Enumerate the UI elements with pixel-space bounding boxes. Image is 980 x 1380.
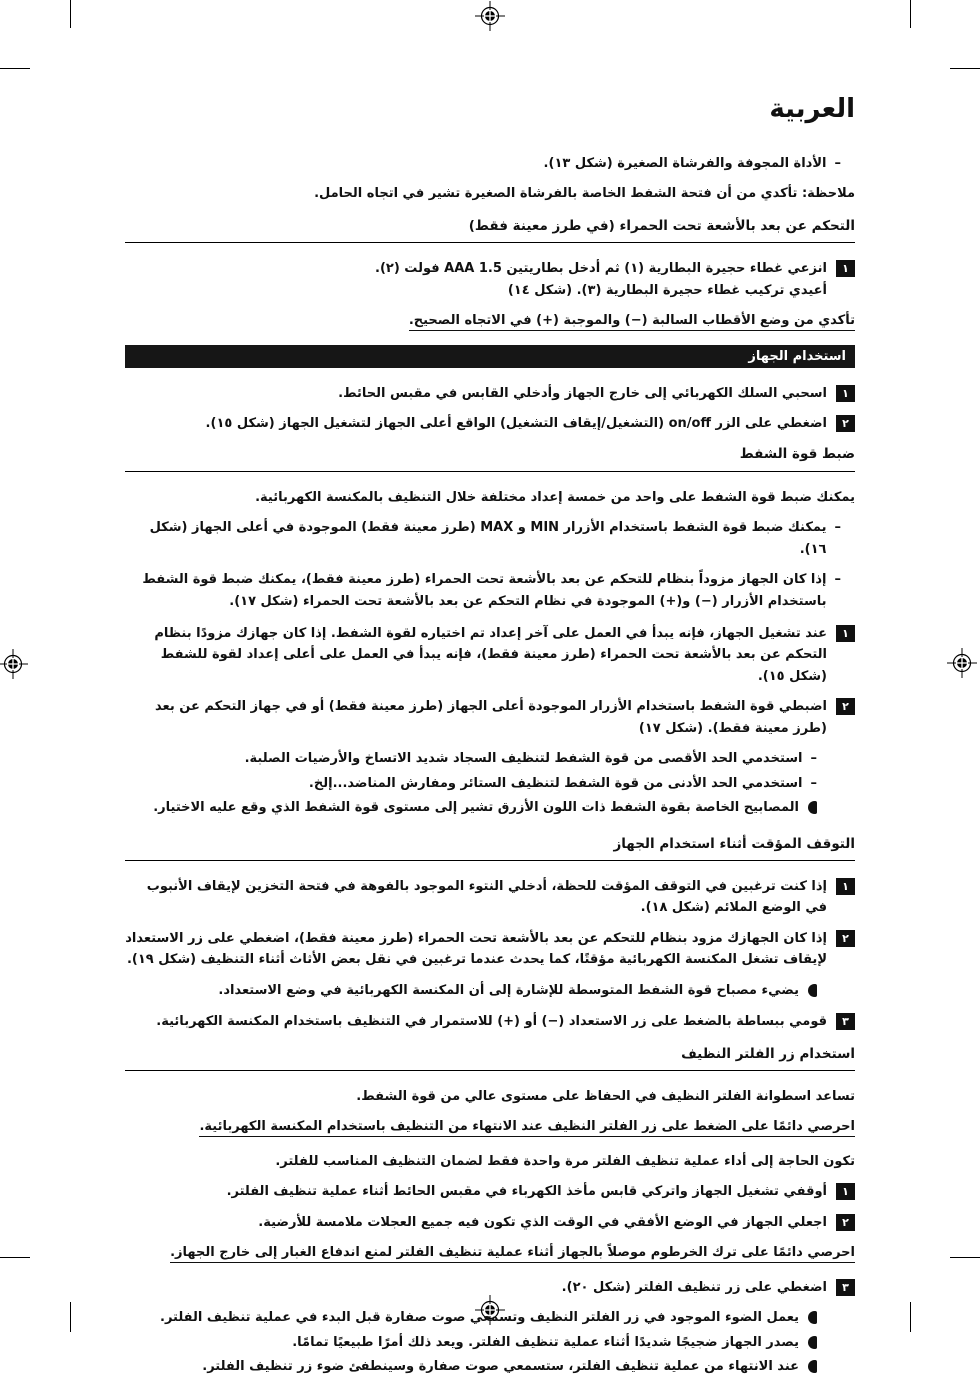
bullet-item: [125, 1356, 817, 1377]
page-content: [125, 0, 855, 1380]
bullet-text: يضيء مصباح قوة الشفط المتوسطة للإشارة إلى أن المكنسة الكهربائية في وضع الاستعداد.: [218, 982, 799, 998]
list-item-text: الأداة المجوفة والفرشاة الصغيرة (شكل ١٣).: [543, 155, 827, 171]
list-item: [125, 748, 817, 769]
dash-marker: –: [834, 520, 841, 536]
list-item: [125, 153, 841, 174]
list-item-text: استخدمي الحد الأقصى من قوة الشفط لتنظيف السجاد شديد الاتساخ والأرضيات الصلبة.: [244, 751, 803, 767]
step-line: أعيدي تركيب غطاء حجيرة البطارية (٣). (شكل ١٤): [507, 282, 827, 298]
section-title: التحكم عن بعد بالأشعة تحت الحمراء (في طرز معينة فقط): [468, 217, 855, 234]
step-number-badge: ٣: [836, 1013, 855, 1030]
warning-text: [125, 1242, 855, 1263]
list-item-text: يمكنك ضبط قوة الشفط باستخدام الأزرار MIN و MAX (طرز معينة فقط) الموجودة في أعلى الجهاز (شكل ١٦).: [149, 520, 827, 557]
paragraph: يمكنك ضبط قوة الشفط على واحد من خمسة إعداد مختلفة خلال التنظيف بالمكنسة الكهربائية.: [255, 489, 855, 505]
step-number-badge: ١: [836, 385, 855, 402]
step-text: قومي ببساطة بالضغط على زر الاستعداد (−) أو (+) للاستمرار في التنظيف باستخدام المكنسة الكهربائية.: [156, 1014, 827, 1030]
list-item: [125, 517, 841, 560]
step: [125, 876, 855, 919]
section-header-suction: [125, 443, 855, 471]
step: [125, 383, 855, 404]
step: [125, 1181, 855, 1202]
step-text: إذا كان الجهازك مزود بنظام للتحكم عن بعد بالأشعة تحت الحمراء (طرز معينة فقط)، اضغطي على زر الاستعداد لإيقاف تشغل المكنسة الكهربائية مؤقتًا، كما يحدث عندما ترغبين في نقل بعض الأثاث أثناء التنظيف (شكل ١٩).: [125, 930, 827, 968]
step-number-badge: ١: [836, 260, 855, 277]
step-text: أوقفي تشغيل الجهاز واتركي قابس مأخذ الكهرباء في مقبس الحائط أثناء عملية تنظيف الفلتر.: [226, 1184, 827, 1200]
section-title: التوقف المؤقت أثناء استخدام الجهاز: [613, 835, 855, 852]
dash-marker: –: [810, 775, 817, 791]
paragraph: تكون الحاجة إلى أداء عملية تنظيف الفلتر مرة واحدة فقط لضمان التنظيف المناسب للفلتر.: [275, 1153, 855, 1169]
list-item: [125, 569, 841, 612]
step: [125, 258, 855, 301]
bullet-text: يعمل الضوء الموجود في زر الفلتر النظيف وتسمعي صوت صفارة قبل البدء في عملية تنظيف الفلتر.: [160, 1310, 799, 1326]
crop-mark: [910, 1302, 911, 1332]
underlined-text: تأكدي من وضع الأقطاب السالبة (−) والموجبة (+) في الاتجاه الصحيح.: [409, 313, 855, 331]
crop-mark: [70, 0, 71, 28]
step-text: إذا كنت ترغبين في التوقف المؤقت للحظة، أدخلي النتوء الموجود بالفوهة في فتحة التخزين لإيقاف الأنبوب في الوضع الملائم (شكل ١٨).: [146, 878, 827, 916]
bullet-text: عند الانتهاء من عملية تنظيف الفلتر، ستسمعي صوت صفارة وسينطفئ ضوء زر تنظيف الفلتر.: [202, 1358, 799, 1374]
bullet-icon: [808, 1360, 817, 1373]
registration-mark: [0, 649, 28, 679]
list-item-text: إذا كان الجهاز مزوداً بنظام للتحكم عن بعد بالأشعة تحت الحمراء (طرز معينة فقط)، يمكنك ضبط قوة الشفط باستخدام الأزرار (−) و(+) الموجودة في نظام التحكم عن بعد بالأشعة تحت الحمراء (شكل ١٧).: [142, 572, 827, 609]
bullet-text: يصدر الجهاز ضجيجًا شديدًا أثناء عملية تنظيف الفلتر. ويعد ذلك أمرًا طبيعيًا تمامًا.: [292, 1334, 799, 1350]
step: [125, 1212, 855, 1233]
step-number-badge: ١: [836, 625, 855, 642]
step-text: اضغطي على زر تنظيف الفلتر (شكل ٢٠).: [561, 1279, 827, 1295]
step: [125, 1011, 855, 1032]
step-text: عند تشغيل الجهاز، فإنه يبدأ في العمل على آخر إعداد تم اختياره لقوة الشفط. إذا كان جهازك مزودًا بنظام التحكم عن بعد بالأشعة تحت الحمراء (طرز معينة فقط)، فإنه يبدأ في العمل على أعلى إعداد لقوة للشفط (شكل ١٥).: [154, 626, 827, 684]
bullet-icon: [808, 1336, 817, 1349]
crop-mark: [910, 0, 911, 28]
section-title: ضبط قوة الشفط: [739, 446, 855, 463]
list-item-text: استخدمي الحد الأدنى من قوة الشفط لتنظيف الستائر ومفارش المناضد...إلخ.: [308, 775, 803, 791]
dash-marker: –: [810, 751, 817, 767]
note-text: ملاحظة: تأكدي من أن فتحة الشفط الخاصة بالفرشاة الصغيرة تشير في اتجاه الحامل.: [314, 186, 855, 202]
step-number-badge: ٢: [836, 698, 855, 715]
page-title: العربية: [769, 94, 855, 124]
underlined-text: احرصي دائمًا على الضغط على زر الفلتر النظيف عند الانتهاء من التنظيف باستخدام المكنسة الكهربائية.: [199, 1119, 855, 1137]
bullet-item: [125, 980, 817, 1001]
paragraph: تساعد اسطوانة الفلتر النظيف في الحفاظ على مستوى عالي من قوة الشفط.: [356, 1089, 855, 1105]
bullet-text: المصابيح الخاصة بقوة الشفط ذات اللون الأزرق تشير إلى مستوى قوة الشفط الذي وقع عليه الاختيار.: [153, 800, 799, 816]
step-text: اضغطي على الزر on/off (التشغيل/إيقاف التشغيل) الواقع أعلى الجهاز لتشغيل الجهاز (شكل ١٥).: [205, 415, 827, 431]
step-number-badge: ٢: [836, 1214, 855, 1231]
step-number-badge: ٣: [836, 1279, 855, 1296]
crop-mark: [950, 1257, 980, 1258]
bullet-icon: [808, 801, 817, 814]
step-sublist: [125, 1307, 855, 1377]
step-sublist: [125, 748, 855, 818]
section-header-filter: [125, 1043, 855, 1071]
bullet-item: [125, 797, 817, 818]
crop-mark: [0, 1257, 30, 1258]
dash-marker: –: [834, 572, 841, 588]
section-bar-usage: [125, 345, 855, 368]
crop-mark: [0, 68, 30, 69]
step-text: [125, 258, 827, 301]
list-item: [125, 773, 817, 794]
bullet-item: [125, 1307, 817, 1328]
section-bar-title: استخدام الجهاز: [748, 348, 846, 364]
step: [125, 413, 855, 434]
step: [125, 623, 855, 687]
step-text: اسحبي السلك الكهربائي إلى خارج الجهاز وأدخلي القابس في مقبس الحائط.: [338, 385, 827, 401]
crop-mark: [70, 1302, 71, 1332]
section-header-pause: [125, 833, 855, 861]
bullet-icon: [808, 1311, 817, 1324]
step-number-badge: ٢: [836, 930, 855, 947]
crop-mark: [950, 68, 980, 69]
step-number-badge: ١: [836, 878, 855, 895]
warning-text: [125, 310, 855, 331]
bullet-icon: [808, 984, 817, 997]
warning-text: [125, 1116, 855, 1137]
section-header-remote: [125, 215, 855, 243]
step-text: اضبطي قوة الشفط باستخدام الأزرار الموجودة أعلى الجهاز (طرز معينة فقط) أو في جهاز التحكم عن بعد (طرز معينة فقط). (شكل ١٧): [155, 699, 827, 736]
step-line: انزعي غطاء حجيرة البطارية (١) ثم أدخل بطاريتين AAA 1.5 فولت (٢).: [375, 261, 827, 277]
step-number-badge: ٢: [836, 415, 855, 432]
step: [125, 696, 855, 739]
registration-mark: [947, 648, 977, 678]
step: [125, 928, 855, 971]
step-text: اجعلي الجهاز في الوضع الأفقي في الوقت الذي تكون فيه جميع العجلات ملامسة للأرضية.: [258, 1214, 827, 1230]
bullet-item: [125, 1332, 817, 1353]
step: [125, 1277, 855, 1298]
underlined-text: احرصي دائمًا على ترك الخرطوم موصلاً بالجهاز أثناء عملية تنظيف الفلتر لمنع اندفاع الغبار إلى خارج الجهاز.: [170, 1245, 855, 1263]
dash-marker: –: [834, 155, 841, 171]
step-number-badge: ١: [836, 1183, 855, 1200]
section-title: استخدام زر الفلتر النظيف: [681, 1045, 855, 1062]
